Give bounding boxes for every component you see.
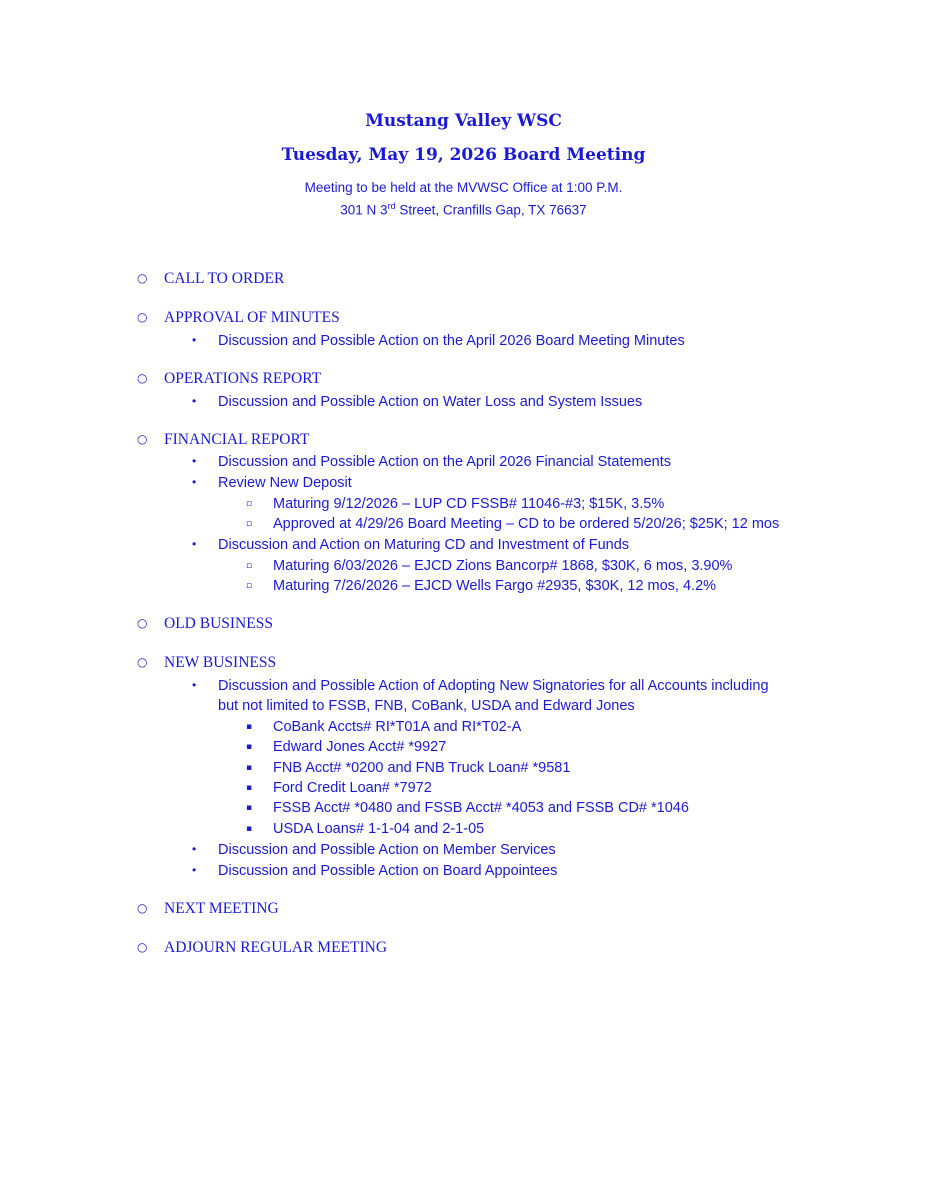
section-financial-report: [137, 431, 309, 449]
section-label: OLD BUSINESS: [164, 615, 273, 632]
bullet-icon: •: [192, 333, 197, 347]
sub-item: [246, 558, 732, 574]
section-label: ADJOURN REGULAR MEETING: [164, 939, 388, 956]
section-label: OPERATIONS REPORT: [164, 370, 322, 387]
agenda-item: [192, 454, 671, 470]
filled-square-bullet-icon: ▪: [246, 803, 253, 813]
section-label: FINANCIAL REPORT: [164, 431, 310, 448]
bullet-icon: •: [192, 454, 197, 468]
account-text: Edward Jones Acct# *9927: [273, 739, 447, 755]
address-suffix: Street, Cranfills Gap, TX 76637: [395, 202, 587, 218]
sub-item-text: Approved at 4/29/26 Board Meeting – CD to be ordered 5/20/26; $25K; 12 mos: [273, 516, 780, 532]
agenda-item: [192, 333, 685, 349]
section-marker-icon: ○: [137, 616, 148, 630]
square-bullet-icon: ▫: [246, 519, 253, 529]
section-marker-icon: ○: [137, 655, 148, 669]
sub-item: [246, 516, 779, 532]
section-marker-icon: ○: [137, 371, 148, 385]
section-marker-icon: ○: [137, 310, 148, 324]
section-label: NEW BUSINESS: [164, 654, 277, 671]
agenda-item: [192, 537, 629, 553]
item-text: Discussion and Possible Action on Water Loss and System Issues: [218, 394, 643, 410]
square-bullet-icon: ▫: [246, 499, 253, 509]
bullet-icon: •: [192, 863, 197, 877]
account-item: [246, 719, 521, 735]
filled-square-bullet-icon: ▪: [246, 763, 253, 773]
section-call-to-order: [137, 270, 284, 288]
filled-square-bullet-icon: ▪: [246, 824, 253, 834]
account-item: [246, 760, 570, 776]
address-superscript: rd: [387, 201, 396, 211]
section-new-business: [137, 654, 276, 672]
agenda-item: [192, 863, 557, 879]
account-item: [246, 739, 446, 755]
agenda-item: [192, 842, 556, 858]
section-marker-icon: ○: [137, 901, 148, 915]
sub-item-text: Maturing 6/03/2026 – EJCD Zions Bancorp# 1868, $30K, 6 mos, 3.90%: [273, 558, 733, 574]
sub-item-text: Maturing 9/12/2026 – LUP CD FSSB# 11046-#3; $15K, 3.5%: [273, 496, 665, 512]
agenda-item: [192, 475, 352, 491]
item-text: Discussion and Possible Action of Adopting New Signatories for all Accounts including: [218, 678, 769, 694]
item-text: Discussion and Possible Action on Member Services: [218, 842, 556, 858]
section-approval-of-minutes: [137, 309, 340, 327]
bullet-icon: •: [192, 678, 197, 692]
bullet-icon: •: [192, 842, 197, 856]
sub-item-text: Maturing 7/26/2026 – EJCD Wells Fargo #2935, $30K, 12 mos, 4.2%: [273, 578, 717, 594]
square-bullet-icon: ▫: [246, 561, 253, 571]
item-text: Discussion and Possible Action on the April 2026 Board Meeting Minutes: [218, 333, 685, 349]
section-label: CALL TO ORDER: [164, 270, 285, 287]
square-bullet-icon: ▫: [246, 581, 253, 591]
section-operations-report: [137, 370, 321, 388]
account-item: [246, 821, 484, 837]
sub-item: [246, 496, 664, 512]
filled-square-bullet-icon: ▪: [246, 783, 253, 793]
section-adjourn: [137, 939, 387, 957]
section-marker-icon: ○: [137, 940, 148, 954]
item-text: Discussion and Possible Action on the April 2026 Financial Statements: [218, 454, 671, 470]
meeting-title: Tuesday, May 19, 2026 Board Meeting: [281, 145, 646, 165]
section-label: NEXT MEETING: [164, 900, 279, 917]
account-item: [246, 780, 432, 796]
item-text: Discussion and Possible Action on Board Appointees: [218, 863, 558, 879]
item-continuation: but not limited to FSSB, FNB, CoBank, USDA and Edward Jones: [218, 698, 635, 714]
section-old-business: [137, 615, 273, 633]
account-item: [246, 800, 689, 816]
agenda-item: [192, 678, 769, 694]
sub-item: [246, 578, 716, 594]
address-prefix: 301 N 3: [340, 202, 388, 218]
bullet-icon: •: [192, 394, 197, 408]
account-text: FNB Acct# *0200 and FNB Truck Loan# *9581: [273, 760, 571, 776]
item-text: Review New Deposit: [218, 475, 352, 491]
location-line: Meeting to be held at the MVWSC Office at 1:00 P.M.: [304, 180, 623, 195]
item-text: Discussion and Action on Maturing CD and Investment of Funds: [218, 537, 630, 553]
address-line: [0, 201, 927, 218]
bullet-icon: •: [192, 537, 197, 551]
section-next-meeting: [137, 900, 279, 918]
account-text: Ford Credit Loan# *7972: [273, 780, 432, 796]
account-text: USDA Loans# 1-1-04 and 2-1-05: [273, 821, 485, 837]
bullet-icon: •: [192, 475, 197, 489]
account-text: FSSB Acct# *0480 and FSSB Acct# *4053 and FSSB CD# *1046: [273, 800, 689, 816]
section-marker-icon: ○: [137, 271, 148, 285]
filled-square-bullet-icon: ▪: [246, 742, 253, 752]
section-marker-icon: ○: [137, 432, 148, 446]
filled-square-bullet-icon: ▪: [246, 722, 253, 732]
org-name: Mustang Valley WSC: [365, 111, 562, 131]
section-label: APPROVAL OF MINUTES: [164, 309, 340, 326]
account-text: CoBank Accts# RI*T01A and RI*T02-A: [273, 719, 522, 735]
agenda-item: [192, 394, 642, 410]
